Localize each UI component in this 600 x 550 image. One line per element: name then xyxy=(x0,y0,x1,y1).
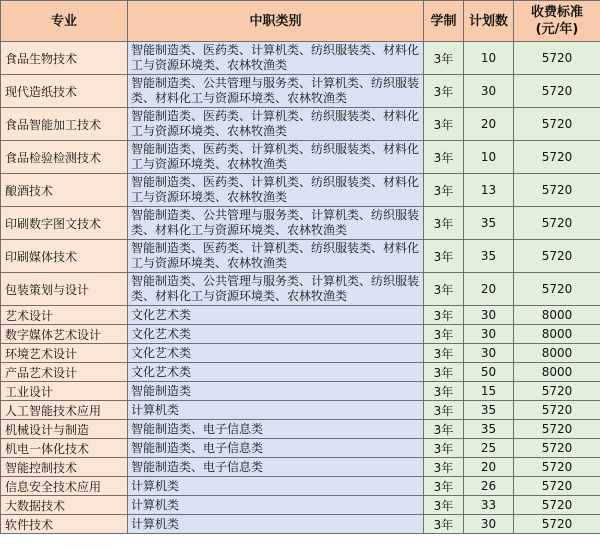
major-cell: 智能控制技术 xyxy=(1,458,128,477)
plan-cell: 33 xyxy=(464,496,514,515)
duration-cell: 3年 xyxy=(424,363,464,382)
table-row xyxy=(1,515,600,534)
header-fee: 收费标准 (元/年) xyxy=(514,1,600,42)
major-cell: 环境艺术设计 xyxy=(1,344,128,363)
fee-cell: 5720 xyxy=(514,515,600,534)
major-cell: 酿酒技术 xyxy=(1,174,128,207)
fee-cell: 5720 xyxy=(514,382,600,401)
table-row xyxy=(1,420,600,439)
duration-cell: 3年 xyxy=(424,344,464,363)
table-row xyxy=(1,108,600,141)
duration-cell: 3年 xyxy=(424,458,464,477)
major-cell: 艺术设计 xyxy=(1,306,128,325)
table-row xyxy=(1,477,600,496)
table-row xyxy=(1,382,600,401)
fee-cell: 5720 xyxy=(514,458,600,477)
major-cell: 食品检验检测技术 xyxy=(1,141,128,174)
table-row xyxy=(1,306,600,325)
plan-cell: 10 xyxy=(464,141,514,174)
category-cell: 智能制造类、电子信息类 xyxy=(128,439,424,458)
fee-cell: 8000 xyxy=(514,306,600,325)
major-cell: 印刷数字图文技术 xyxy=(1,207,128,240)
major-cell: 数字媒体艺术设计 xyxy=(1,325,128,344)
category-cell: 计算机类 xyxy=(128,401,424,420)
plan-cell: 35 xyxy=(464,420,514,439)
category-cell: 智能制造类、电子信息类 xyxy=(128,458,424,477)
category-cell: 智能制造类、公共管理与服务类、计算机类、纺织服装类、材料化工与资源环境类、农林牧渔类 xyxy=(128,75,424,108)
duration-cell: 3年 xyxy=(424,515,464,534)
fee-cell: 5720 xyxy=(514,174,600,207)
duration-cell: 3年 xyxy=(424,141,464,174)
major-cell: 工业设计 xyxy=(1,382,128,401)
category-cell: 智能制造类、医药类、计算机类、纺织服装类、材料化工与资源环境类、农林牧渔类 xyxy=(128,141,424,174)
plan-cell: 30 xyxy=(464,306,514,325)
category-cell: 智能制造类、医药类、计算机类、纺织服装类、材料化工与资源环境类、农林牧渔类 xyxy=(128,108,424,141)
category-cell: 智能制造类、电子信息类 xyxy=(128,420,424,439)
fee-cell: 5720 xyxy=(514,240,600,273)
plan-cell: 20 xyxy=(464,273,514,306)
fee-cell: 5720 xyxy=(514,439,600,458)
category-cell: 文化艺术类 xyxy=(128,325,424,344)
category-cell: 计算机类 xyxy=(128,515,424,534)
plan-cell: 30 xyxy=(464,344,514,363)
duration-cell: 3年 xyxy=(424,420,464,439)
table-row xyxy=(1,75,600,108)
plan-cell: 35 xyxy=(464,207,514,240)
fee-cell: 5720 xyxy=(514,207,600,240)
category-cell: 文化艺术类 xyxy=(128,363,424,382)
fee-cell: 5720 xyxy=(514,420,600,439)
table-row xyxy=(1,325,600,344)
header-row xyxy=(1,1,600,42)
fee-cell: 5720 xyxy=(514,496,600,515)
plan-cell: 35 xyxy=(464,240,514,273)
fee-cell: 8000 xyxy=(514,325,600,344)
major-cell: 人工智能技术应用 xyxy=(1,401,128,420)
plan-cell: 30 xyxy=(464,515,514,534)
major-cell: 大数据技术 xyxy=(1,496,128,515)
plan-cell: 35 xyxy=(464,401,514,420)
duration-cell: 3年 xyxy=(424,439,464,458)
table-row xyxy=(1,344,600,363)
duration-cell: 3年 xyxy=(424,240,464,273)
header-category: 中职类别 xyxy=(128,1,424,42)
category-cell: 智能制造类、医药类、计算机类、纺织服装类、材料化工与资源环境类、农林牧渔类 xyxy=(128,240,424,273)
header-plan: 计划数 xyxy=(464,1,514,42)
major-cell: 信息安全技术应用 xyxy=(1,477,128,496)
fee-cell: 5720 xyxy=(514,108,600,141)
table-row xyxy=(1,273,600,306)
table-row xyxy=(1,207,600,240)
category-cell: 计算机类 xyxy=(128,477,424,496)
fee-cell: 5720 xyxy=(514,141,600,174)
category-cell: 智能制造类、公共管理与服务类、计算机类、纺织服装类、材料化工与资源环境类、农林牧渔类 xyxy=(128,273,424,306)
major-cell: 机电一体化技术 xyxy=(1,439,128,458)
plan-cell: 25 xyxy=(464,439,514,458)
major-cell: 包装策划与设计 xyxy=(1,273,128,306)
major-cell: 食品智能加工技术 xyxy=(1,108,128,141)
duration-cell: 3年 xyxy=(424,382,464,401)
header-major: 专业 xyxy=(1,1,128,42)
plan-cell: 10 xyxy=(464,42,514,75)
major-cell: 软件技术 xyxy=(1,515,128,534)
fee-cell: 5720 xyxy=(514,42,600,75)
duration-cell: 3年 xyxy=(424,108,464,141)
plan-cell: 20 xyxy=(464,458,514,477)
table-row xyxy=(1,458,600,477)
duration-cell: 3年 xyxy=(424,325,464,344)
category-cell: 智能制造类 xyxy=(128,382,424,401)
plan-cell: 30 xyxy=(464,75,514,108)
fee-cell: 8000 xyxy=(514,363,600,382)
table-row xyxy=(1,401,600,420)
major-cell: 食品生物技术 xyxy=(1,42,128,75)
fee-cell: 5720 xyxy=(514,401,600,420)
major-cell: 现代造纸技术 xyxy=(1,75,128,108)
duration-cell: 3年 xyxy=(424,174,464,207)
category-cell: 智能制造类、公共管理与服务类、计算机类、纺织服装类、材料化工与资源环境类、农林牧渔类 xyxy=(128,207,424,240)
plan-cell: 15 xyxy=(464,382,514,401)
plan-cell: 26 xyxy=(464,477,514,496)
table-row xyxy=(1,363,600,382)
table-row xyxy=(1,439,600,458)
category-cell: 文化艺术类 xyxy=(128,344,424,363)
table-row xyxy=(1,240,600,273)
table-row xyxy=(1,42,600,75)
plan-cell: 20 xyxy=(464,108,514,141)
plan-cell: 13 xyxy=(464,174,514,207)
major-cell: 机械设计与制造 xyxy=(1,420,128,439)
major-cell: 产品艺术设计 xyxy=(1,363,128,382)
fee-cell: 5720 xyxy=(514,273,600,306)
duration-cell: 3年 xyxy=(424,306,464,325)
major-cell: 印刷媒体技术 xyxy=(1,240,128,273)
header-duration: 学制 xyxy=(424,1,464,42)
table-body xyxy=(1,42,600,534)
duration-cell: 3年 xyxy=(424,75,464,108)
duration-cell: 3年 xyxy=(424,401,464,420)
fee-cell: 5720 xyxy=(514,477,600,496)
table-row xyxy=(1,496,600,515)
category-cell: 计算机类 xyxy=(128,496,424,515)
category-cell: 智能制造类、医药类、计算机类、纺织服装类、材料化工与资源环境类、农林牧渔类 xyxy=(128,42,424,75)
duration-cell: 3年 xyxy=(424,42,464,75)
fee-cell: 8000 xyxy=(514,344,600,363)
plan-cell: 50 xyxy=(464,363,514,382)
duration-cell: 3年 xyxy=(424,273,464,306)
fee-cell: 5720 xyxy=(514,75,600,108)
plan-cell: 30 xyxy=(464,325,514,344)
duration-cell: 3年 xyxy=(424,477,464,496)
table-row xyxy=(1,141,600,174)
table-row xyxy=(1,174,600,207)
category-cell: 智能制造类、医药类、计算机类、纺织服装类、材料化工与资源环境类、农林牧渔类 xyxy=(128,174,424,207)
category-cell: 文化艺术类 xyxy=(128,306,424,325)
duration-cell: 3年 xyxy=(424,207,464,240)
duration-cell: 3年 xyxy=(424,496,464,515)
